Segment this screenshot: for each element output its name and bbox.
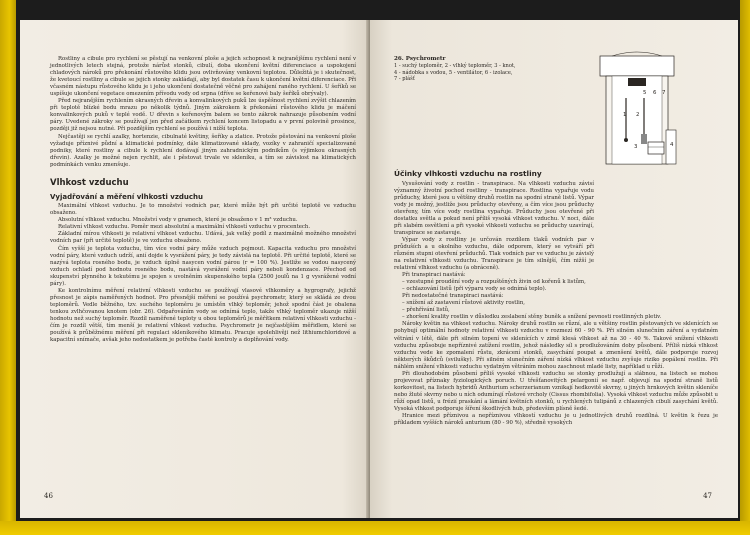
list-item: – přehřívání listů, [394, 307, 718, 314]
list-item: – ochlazování listů (při výparu vody se odnímá teplo). [394, 286, 718, 293]
figure-title: Psychrometr [405, 56, 446, 62]
list-item: – vzestupné proudění vody a rozpuštěných živin od kořenů k listům, [394, 279, 718, 286]
list-item: – snížení až zastavení růstové aktivity rostlin, [394, 300, 718, 307]
fan-housing [600, 56, 674, 76]
section-heading: Vlhkost vzduchu [50, 177, 129, 188]
right-paragraph: Výpar vody z rostliny je určován rozdílem tlaků vodních par v průduších a u okolního vzduchu, dále odporem, který se vytváří při různém stupni otevření průduchů. Tlak vodních par ve vzduchu je závislý na relativní vlhkosti vzduchu. Transpirace je tím silnější, čím nižší je relativní vlhkost vzduchu (a obráceně). [394, 236, 594, 272]
figure-caption [394, 56, 574, 83]
figure-number: 26. [394, 56, 404, 62]
label-6: 6 [653, 90, 657, 96]
legend-line: 1 - suchý teploměr, 2 - vlhký teploměr, 3 - knot, [394, 63, 516, 69]
transpiration-list [394, 279, 718, 293]
fan [628, 78, 646, 86]
label-2: 2 [636, 112, 640, 118]
legend-line: 7 - plášť [394, 76, 415, 83]
definition-absolute: Absolutní vlhkost vzduchu. Množství vody v gramech, které je obsaženo v 1 m³ vzduchu. [58, 217, 298, 224]
label-1: 1 [623, 112, 627, 118]
psychrometer-illustration [586, 50, 714, 170]
book-cover-edge-right [740, 0, 750, 535]
right-paragraph: Při dlouhodobém působení příliš vysoké vlhkosti vzduchu se stonky prodlužují a slábnou, na listech se mohou projevovat příznaky fyziologických poruch. U třešťanovitých pelargonií se např. objevují na spodní straně listů korkovitost, na listech hybridů Anthurium scherzerianum vznikají hedkovitě skvrny, u jiných hrnkových květin skleníče nebo žluté skvrny nebo u ních odumírají růstové vrcholy (Cissus rhombifolia). Vysoká vlhkost vzduchu může způsobit u růží opad listů, u frézií praskání a lámání květních stonků, u rychlených tulipánů z chlazených cibulí zasychání květů. Vysoká vlhkost podporuje šíření škodlivých hub, především plísně šedé. [394, 370, 718, 412]
right-page [370, 20, 738, 518]
definition-maximal: Maximální vlhkost vzduchu. Je to množství vodních par, které může být při určité teplotě ve vzduchu obsaženo. [50, 203, 356, 217]
left-paragraph: Základní mírou vlhkosti je relativní vlhkost vzduchu. Udává, jak velký podíl z maximálně možného množství vodních par (při určité teplotě) je ve vzduchu obsaženo. [50, 231, 356, 245]
insufficient-transpiration-list [394, 300, 718, 321]
left-page [20, 20, 370, 518]
left-paragraph: Čím vyšší je teplota vzduchu, tím více vodní páry může vzduch pojmout. Kapacita vzduchu pro množství vodní páry, které vzduch udrží, anií dojde k vysrážení páry, je tedy závislá na teplotě. Při určité teplotě, které se nazývá teplota rosného bodu, je vzduch úplně nasycen vodní párou (r = 100 %). Jestliže se vodou nasycený vzduch ochladí pod hodnotu rosného bodu, nastává vysrážení vodní páry neboli kondenzace. Přechod od skupenství plynného k tekutému je spojen s uvolněním skupenského tepla (2500 joulů na 1 g vysrážené vodní páry). [50, 245, 356, 287]
left-paragraph: Rostliny a cibule pro rychlení se pěstují na venkovní ploše a jejich schopnost k nejranějšímu rychlení není v jednotlivých letech stejná, protože nárůst stonků, cibulí, doba ukončení květní diferenciace a uspokojení chladových nároků pro překonání růstového klidu jsou ovlivňovány venkovní teplotou. Důležitá je i skutečnost, že kvetoucí rostliny a cibule se jejich stonky zakládají, aby byl dostatek času k ukončení květní diferenciace. Při včasném nástupu růstového klidu je i jeho ukončení dostatečně věčné pro zahájení raného rychlení. U šeříků se uspíšuje ukončení vegetace omezením přívodu vody od srpna (dříve se keřenové baly šeříků obrývaly). [50, 56, 356, 98]
label-4: 4 [670, 142, 674, 148]
left-paragraph: Nejčastěji se rychlí azalky, hortenzie, cibulnaté květiny, šeříky a zlatice. Protože pěstování na venkovní ploše vyžaduje příznivé půdní a klimatické podmínky, dále klimatizované sklady, vozíky v zahraničí specializované podniky, které rostliny a cibule k rychlení dodávají jiným zahradnickým podnikům (s výjimkou okrasných dřevin). Azalky je možné nejen rychlit, ale i pěstovat trvale ve skleníku, a tím se závislost na klimatických podmínkách venku zmenšuje. [50, 133, 356, 168]
transpiration-column [394, 181, 594, 273]
right-paragraph: Hranice mezi příznivou a nepříznivou vlhkostí vzduchu je u jednotlivých druhů rozdílná. U květin k řezu je příkladem vyšších nároků anturium (80 - 90 %), středně vysokých [394, 413, 718, 427]
book-cover-edge-bottom [0, 521, 750, 535]
section-heading: Účinky vlhkosti vzduchu na rostliny [394, 169, 542, 178]
list-item: – zhoršení kvality rostlin v důsledku zeslabení stěny buněk a snížení pevnosti rostlinných pletiv. [394, 314, 718, 321]
right-paragraph: Při transpiraci nastává: [402, 272, 466, 279]
left-paragraph: Před nejranějším rychlením okrasných dřevin a konvalinkových puků lze úspěšnost rychlení zvýšit chlazením při teplotě blízké bodu mrazu po několik týdnů. Jiným zákrokem k překonání růstového klidu je máčení konvalinkových puků v teplé vodě. U dřevin s keřenovým balem se tento zákrok nahrazuje působením vodní páry. Uvedené zákroky se používají jen před začátkem rychlení koncem listopadu a v první polovině prosince, později již nejsou nutné. Při pozdějším rychlení se používá i nižší teplota. [50, 98, 356, 133]
legend-line: 4 - nádobka s vodou, 5 - ventilátor, 6 - izolace, [394, 69, 513, 76]
right-paragraph: Nároky květin na vlhkost vzduchu. Nároky druhů rostlin se různí, ale u většiny rostlin pěstovaných ve sklenících se pohybují optimální hodnoty relativní vlhkosti vzduchu v rozmezí 60 - 90 %. Při silném slunečním záření a vydatném větrání v létě, dále při silném topení ve sklenících v zimě klesá vlhkost až na 30 - 40 %. Takové snížení vlhkosti vzduchu způsobuje nepříznivé zatížení rostlin, jehož následky síl s prodlužováním doby působení. Příliš nízká vlhkost vzduchu vede ke zpomalení růstu, zkrácení stonků, zasychání poupat a zmenšení květů, dále podporuje rozvoj některých škůdců (svilušky). Při silném slunečním záření nízká vlhkost vzduchu zvyšuje riziko popálení rostlin. Při náhlém snížení vlhkosti vzduchu vydatným větráním mohou zaschnout mladé listy, například u růží. [394, 321, 718, 370]
subsection-heading: Vyjadřování a měření vlhkosti vzduchu [50, 192, 204, 201]
figure-psychrometer [394, 56, 718, 168]
page-number: 47 [703, 492, 712, 500]
label-5: 5 [643, 90, 647, 96]
label-3: 3 [634, 144, 638, 150]
wick [641, 134, 647, 144]
figure-legend [394, 63, 574, 83]
water-vessel [648, 142, 664, 154]
definition-relative: Relativní vlhkost vzduchu. Poměr mezi absolutní a maximální vlhkostí vzduchu v procentech. [58, 224, 311, 231]
book-cover-edge-left [0, 0, 16, 535]
page-number: 46 [44, 492, 53, 500]
label-7: 7 [662, 90, 666, 96]
right-paragraph: Vysušování vody z rostlin - transpirace. Na vlhkosti vzduchu závisí významný životní pochod rostliny - transpirace. Rostlina vypařuje vodu průduchy, které jsou u většiny druhů rostlin na spodní straně listů. Výpar vody je možný, jestliže jsou průduchy otevřeny, a čím více jsou průduchy otevřeny, tím více vody rostlina vypařuje. Průduchy jsou otevřené při dostatku světla a pokud není příliš vysoká vlhkost vzduchu. V noci, dále při slabém osvětlení a při vysoké vlhkosti vzduchu se průduchy uzavírají, transpirace se zastavuje. [394, 180, 594, 236]
right-paragraph: Při nedostatečné transpiraci nastává: [402, 293, 504, 300]
left-paragraph: Ke kontrolnímu měření relativní vlhkosti vzduchu se používají vlasové vlhkoměry a hygrografy, jejichž přesnost je zápis naměřených hodnot. Pro přesnější měření se používá psychrometr, který se skládá ze dvou teploměrů. Vedle běžného, tzv. suchého teploměru je umístěn vlhký teploměr, jehož spodní část je obalena tenkou zvlhčovanou knotem (obr. 26). Odpařováním vody se odnímá teplo, takže vlhký teploměr ukazuje nižší hodnotu než suchý teploměr. Rozdíl naměřené teploty u obou teploměrů je měřítkem relativní vlhkosti vzduchu - čím je rozdíl větší, tím menší je relativní vlhkost vzduchu. Psychrometr je nejčastějším měřidlem, které se používá k průběžnému měření při regulaci skleníkového klimatu. Pracuje spolehlivěji než lithiumchloridové a kapacitní snímače, avšak jeho nedostatkem je potřeba časté kontroly a doplňování vody. [50, 287, 356, 344]
